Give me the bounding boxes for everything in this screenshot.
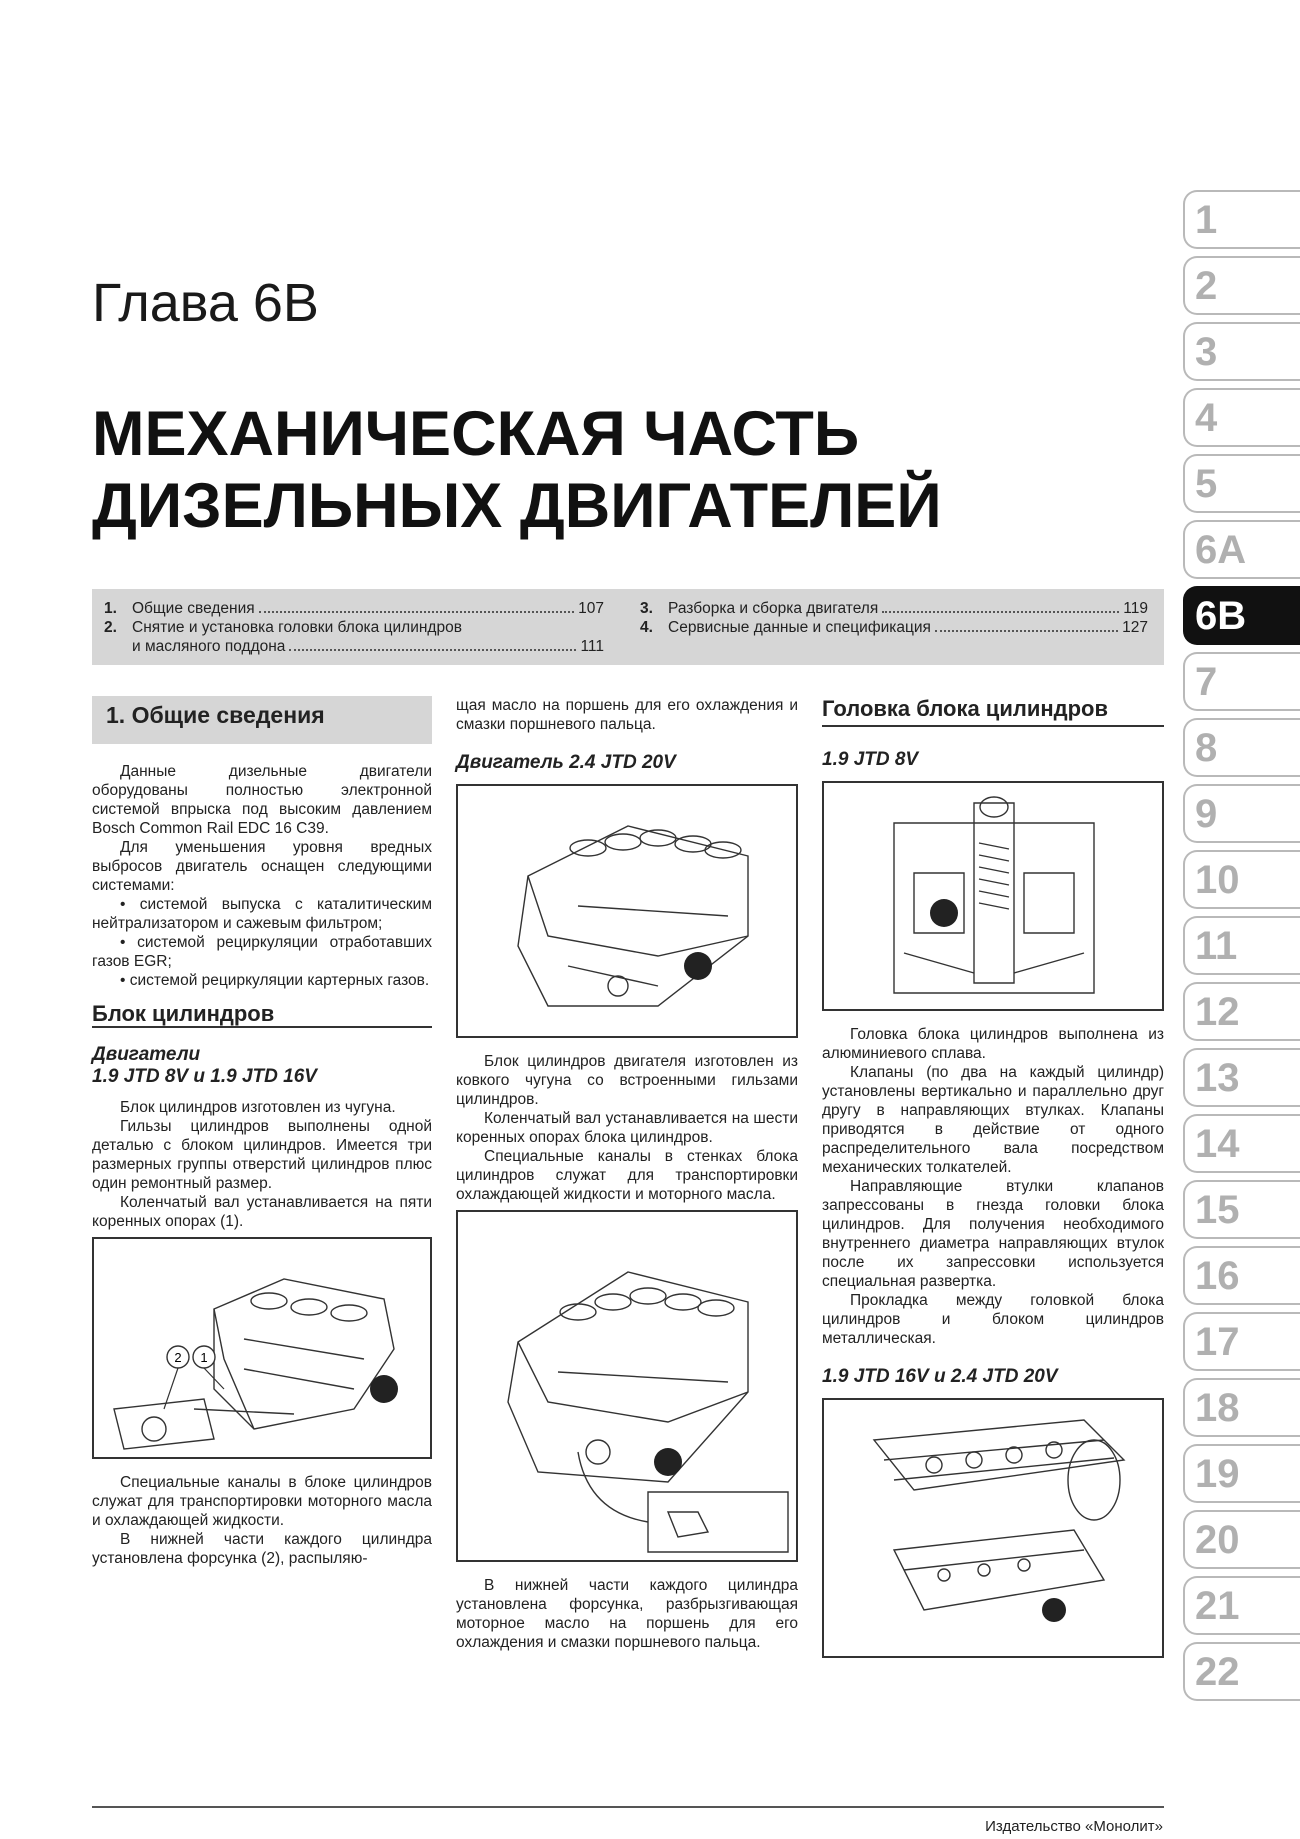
tab-label: 12: [1195, 990, 1240, 1034]
logo-mark: [930, 899, 958, 927]
toc-text: Разборка и сборка двигателя: [668, 600, 879, 617]
toc-page: 111: [580, 638, 604, 655]
chapter-tab[interactable]: [1183, 850, 1300, 909]
tab-label: 18: [1195, 1386, 1240, 1430]
paragraph: Блок цилиндров изготовлен из чугуна.: [120, 1099, 396, 1116]
logo-mark: [654, 1448, 682, 1476]
engine-block-drawing: [458, 786, 796, 1036]
tab-label: 2: [1195, 264, 1218, 308]
toc-item[interactable]: [640, 618, 1148, 637]
tab-label: 14: [1195, 1122, 1240, 1166]
chapter-tab[interactable]: [1183, 1246, 1300, 1305]
toc-page: 127: [1122, 619, 1148, 636]
toc-text: Снятие и установка головки блока цилиндров: [132, 619, 462, 636]
toc-page: 119: [1123, 600, 1148, 617]
chapter-tab[interactable]: [1183, 454, 1300, 513]
tab-label: 6В: [1195, 594, 1247, 638]
chapter-tab[interactable]: [1183, 322, 1300, 381]
bullet-item: • системой рециркуляции картерных газов.: [120, 972, 430, 989]
chapter-tab[interactable]: [1183, 190, 1300, 249]
engine-heading: 1.9 JTD 8V: [822, 749, 919, 770]
chapter-tab[interactable]: [1183, 520, 1300, 579]
tab-label: 8: [1195, 726, 1218, 770]
tab-label: 20: [1195, 1518, 1240, 1562]
chapter-tab[interactable]: [1183, 1510, 1300, 1569]
engine-heading: 1.9 JTD 16V и 2.4 JTD 20V: [822, 1366, 1058, 1387]
toc-item[interactable]: [104, 618, 604, 637]
toc-leader: [259, 599, 574, 613]
tab-label: 5: [1195, 462, 1218, 506]
subsection-title: Блок цилиндров: [92, 1004, 432, 1028]
engine-block-drawing: [94, 1239, 430, 1457]
chapter-tab[interactable]: [1183, 784, 1300, 843]
paragraph: Для уменьшения уровня вредных выбросов двигатель оснащен следующими системами:: [92, 839, 432, 894]
toc-number: 1.: [104, 600, 117, 617]
engine-block-figure-3: [456, 1210, 798, 1562]
paragraph: В нижней части каждого цилиндра установлена форсунка, разбрызгивающая моторное масло на поршень для его охлаждения и смазки поршневого пальца.: [456, 1577, 798, 1651]
paragraph: В нижней части каждого цилиндра установлена форсунка (2), распыляю-: [92, 1531, 432, 1567]
tab-label: 19: [1195, 1452, 1240, 1496]
paragraph: Прокладка между головкой блока цилиндров и блоком цилиндров металлическая.: [822, 1292, 1164, 1347]
engine-block-drawing: [458, 1212, 796, 1560]
paragraph: Головка блока цилиндров выполнена из алюминиевого сплава.: [822, 1026, 1164, 1062]
engine-block-figure-1: [92, 1237, 432, 1459]
tab-label: 6А: [1195, 528, 1247, 572]
tab-label: 15: [1195, 1188, 1240, 1232]
column-2: [456, 696, 798, 1652]
chapter-tab[interactable]: [1183, 256, 1300, 315]
toc-leader: [289, 637, 576, 651]
paragraph: Гильзы цилиндров выполнены одной деталью с блоком цилиндров. Имеется три размерных группы отверстий цилиндров плюс один ремонтный размер.: [92, 1118, 432, 1192]
svg-text:2: 2: [174, 1350, 182, 1365]
paragraph: Специальные каналы в стенках блока цилиндров служат для транспортировки охлаждающей жидкости и моторного масла.: [456, 1148, 798, 1203]
tab-label: 9: [1195, 792, 1218, 836]
toc-item[interactable]: [104, 599, 604, 618]
chapter-tab[interactable]: [1183, 1114, 1300, 1173]
toc-column-right: [640, 599, 1148, 637]
engine-block-figure-2: [456, 784, 798, 1038]
column-3: [822, 696, 1164, 1672]
tab-label: 1: [1195, 198, 1218, 242]
logo-mark: [370, 1375, 398, 1403]
logo-mark: [1042, 1598, 1066, 1622]
chapter-tab[interactable]: [1183, 1642, 1300, 1701]
svg-text:1: 1: [200, 1350, 208, 1365]
paragraph: Клапаны (по два на каждый цилиндр) установлены вертикально и параллельно друг другу в направляющих втулках. Клапаны приводятся в действие от одного распределительного вала посредством механических толкателей.: [822, 1064, 1164, 1176]
bullet-item: • системой выпуска с каталитическим нейтрализатором и сажевым фильтром;: [92, 896, 432, 932]
table-of-contents: [92, 589, 1164, 665]
chapter-tab-active[interactable]: [1183, 586, 1300, 645]
chapter-tab[interactable]: [1183, 1180, 1300, 1239]
paragraph: Специальные каналы в блоке цилиндров служат для транспортировки моторного масла и охлаждающей жидкости.: [92, 1474, 432, 1529]
toc-page: 107: [578, 600, 604, 617]
chapter-tab[interactable]: [1183, 388, 1300, 447]
tab-label: 4: [1195, 396, 1218, 440]
subsection-title: Головка блока цилиндров: [822, 696, 1164, 727]
engine-heading-line: Двигатели: [92, 1044, 201, 1065]
callout-1: [193, 1346, 215, 1368]
paragraph: Данные дизельные двигатели оборудованы полностью электронной системой впрыска под высоким давлением Bosch Common Rail EDC 16 C39.: [92, 763, 432, 837]
title-line-1: МЕХАНИЧЕСКАЯ ЧАСТЬ: [92, 399, 860, 469]
chapter-tab[interactable]: [1183, 1576, 1300, 1635]
chapter-tab[interactable]: [1183, 652, 1300, 711]
section-title: 1. Общие сведения: [92, 696, 432, 744]
chapter-heading: Глава 6В: [92, 273, 319, 333]
toc-text: и масляного поддона: [132, 638, 286, 655]
toc-number: 3.: [640, 600, 653, 617]
logo-mark: [684, 952, 712, 980]
paragraph: Коленчатый вал устанавливается на шести коренных опорах блока цилиндров.: [456, 1110, 798, 1146]
tab-label: 21: [1195, 1584, 1240, 1628]
column-1: [92, 696, 432, 1568]
page-title: [92, 398, 942, 542]
chapter-tab[interactable]: [1183, 1048, 1300, 1107]
chapter-tab[interactable]: [1183, 718, 1300, 777]
tab-label: 17: [1195, 1320, 1240, 1364]
tab-label: 13: [1195, 1056, 1240, 1100]
toc-number: 2.: [104, 619, 117, 636]
cylinder-head-figure-1: [822, 781, 1164, 1011]
cylinder-head-drawing: [824, 1400, 1162, 1656]
toc-item[interactable]: [640, 599, 1148, 618]
tab-label: 3: [1195, 330, 1218, 374]
bullet-item: • системой рециркуляции отработавших газов EGR;: [92, 934, 432, 970]
tab-label: 22: [1195, 1650, 1240, 1694]
chapter-tab[interactable]: [1183, 1378, 1300, 1437]
cylinder-head-drawing: [824, 783, 1162, 1009]
chapter-tab[interactable]: [1183, 1444, 1300, 1503]
tab-label: 7: [1195, 660, 1218, 704]
cylinder-head-figure-2: [822, 1398, 1164, 1658]
toc-number: 4.: [640, 619, 653, 636]
paragraph: Направляющие втулки клапанов запрессованы в гнезда головки блока цилиндров. Для получения необходимого внутреннего диаметра направляющих втулок после их запрессовки используется специальная развертка.: [822, 1178, 1164, 1290]
toc-item-continued[interactable]: [104, 637, 604, 656]
publisher-credit: Издательство «Монолит»: [985, 1818, 1163, 1835]
footer-rule: [92, 1806, 1164, 1808]
paragraph: Блок цилиндров двигателя изготовлен из ковкого чугуна со встроенными гильзами цилиндров.: [456, 1053, 798, 1108]
title-line-2: ДИЗЕЛЬНЫХ ДВИГАТЕЛЕЙ: [92, 471, 942, 541]
chapter-tab[interactable]: [1183, 916, 1300, 975]
tab-label: 16: [1195, 1254, 1240, 1298]
toc-text: Сервисные данные и спецификация: [668, 619, 931, 636]
paragraph: Коленчатый вал устанавливается на пяти коренных опорах (1).: [92, 1194, 432, 1230]
toc-leader: [882, 599, 1119, 613]
toc-leader: [935, 618, 1118, 632]
engine-heading-line: 1.9 JTD 8V и 1.9 JTD 16V: [92, 1066, 317, 1087]
paragraph: щая масло на поршень для его охлаждения и смазки поршневого пальца.: [456, 697, 798, 733]
callout-2: [167, 1346, 189, 1368]
tab-label: 11: [1195, 924, 1238, 968]
chapter-tab[interactable]: [1183, 1312, 1300, 1371]
tab-label: 10: [1195, 858, 1240, 902]
toc-column-left: [104, 599, 604, 656]
toc-text: Общие сведения: [132, 600, 255, 617]
engine-heading: Двигатель 2.4 JTD 20V: [456, 752, 676, 773]
engine-heading: [92, 1044, 432, 1088]
chapter-tab[interactable]: [1183, 982, 1300, 1041]
